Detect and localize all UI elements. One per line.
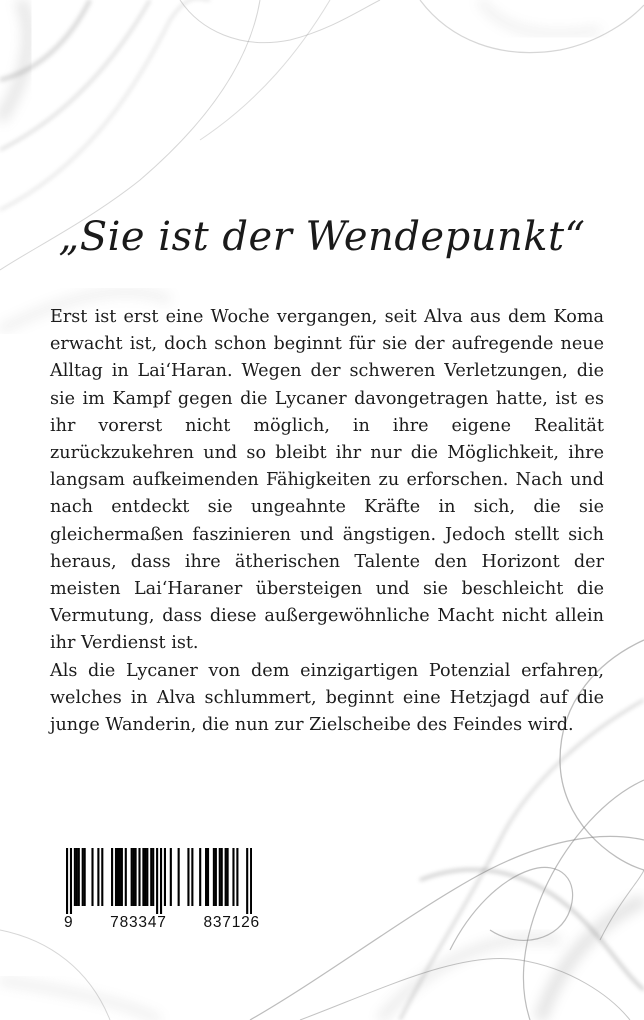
barcode-bar [91,848,93,906]
barcode-digits [64,914,260,932]
barcode-bar [131,848,133,906]
barcode-bar [76,848,78,906]
blurb-paragraph-2: Als die Lycaner von dem einzigartigen Potenzial erfahren, welches in Alva schlummert, beginnt eine Hetzjagd auf die junge Wanderin, die nun zur Zielscheibe des Feindes wird. [50,660,604,736]
barcode-bar [146,848,148,906]
barcode-bar [246,848,248,914]
headline-quote: „Sie ist der Wendepunkt“ [58,214,586,260]
barcode-right-group: 837126 [203,914,260,931]
barcode-bar [236,848,238,906]
barcode-bar [170,848,172,906]
barcode-bar [191,848,193,906]
barcode-bar [227,848,229,906]
barcode-bar [121,848,123,906]
smoke-bottom-left [0,930,160,1020]
barcode-bars [66,848,252,914]
barcode-bar [150,848,152,906]
barcode-bar [115,848,117,906]
barcode-bar [133,848,135,906]
barcode-bar [84,848,86,906]
barcode-bar [156,848,158,914]
barcode-bar [160,848,162,914]
barcode-bar [82,848,84,906]
barcode-bar [178,848,180,906]
barcode-bar [144,848,146,906]
barcode-bar [219,848,221,906]
barcode-bar [70,848,72,914]
barcode-bar [215,848,217,906]
barcode-bar [225,848,227,906]
barcode-bar [213,848,215,906]
blurb-paragraph-1: Erst ist erst eine Woche vergangen, seit Alva aus dem Koma erwacht ist, doch schon beginnt für sie der aufregende neue Alltag in Lai‘Haran. Wegen der schweren Verletzungen, die sie im Kampf gegen die Lycaner davongetragen hatte, ist es ihr vorerst nicht möglich, in ihre eigene Realität zurückzukehren und so bleibt ihr nur die Möglichkeit, ihre langsam aufkeimenden Fähigkeiten zu erforschen. Nach und nach entdeckt sie ungeahnte Kräfte in sich, die sie gleichermaßen faszinieren und ängstigen. Jedoch stellt sich heraus, dass ihre ätherischen Talente den Horizont der meisten Lai‘Haraner übersteigen und sie beschleicht die Vermutung, dass diese außergewöhnliche Macht nicht allein ihr Verdienst ist. [50,307,604,654]
blurb-text [50,304,604,739]
barcode-left-group: 783347 [110,914,167,931]
barcode-bar [117,848,119,906]
barcode-bar [78,848,80,906]
smoke-top-right [420,0,644,53]
smoke-top-left [0,0,380,330]
barcode-bar [152,848,154,906]
barcode-bar [66,848,68,914]
barcode-bar [221,848,223,906]
barcode-bar [74,848,76,906]
barcode-bar [138,848,140,906]
barcode-bar [111,848,113,906]
barcode-bar [125,848,127,906]
barcode-bar [164,848,166,906]
barcode-bar [205,848,207,906]
barcode-bar [119,848,121,906]
barcode-bar [199,848,201,906]
barcode-bar [101,848,103,906]
barcode [56,838,262,938]
barcode-bar [232,848,234,906]
barcode-bar [135,848,137,906]
barcode-bar [207,848,209,906]
barcode-bar [187,848,189,906]
barcode-bar [97,848,99,906]
barcode-bar [250,848,252,914]
barcode-bar [142,848,144,906]
barcode-prefix: 9 [64,914,74,931]
